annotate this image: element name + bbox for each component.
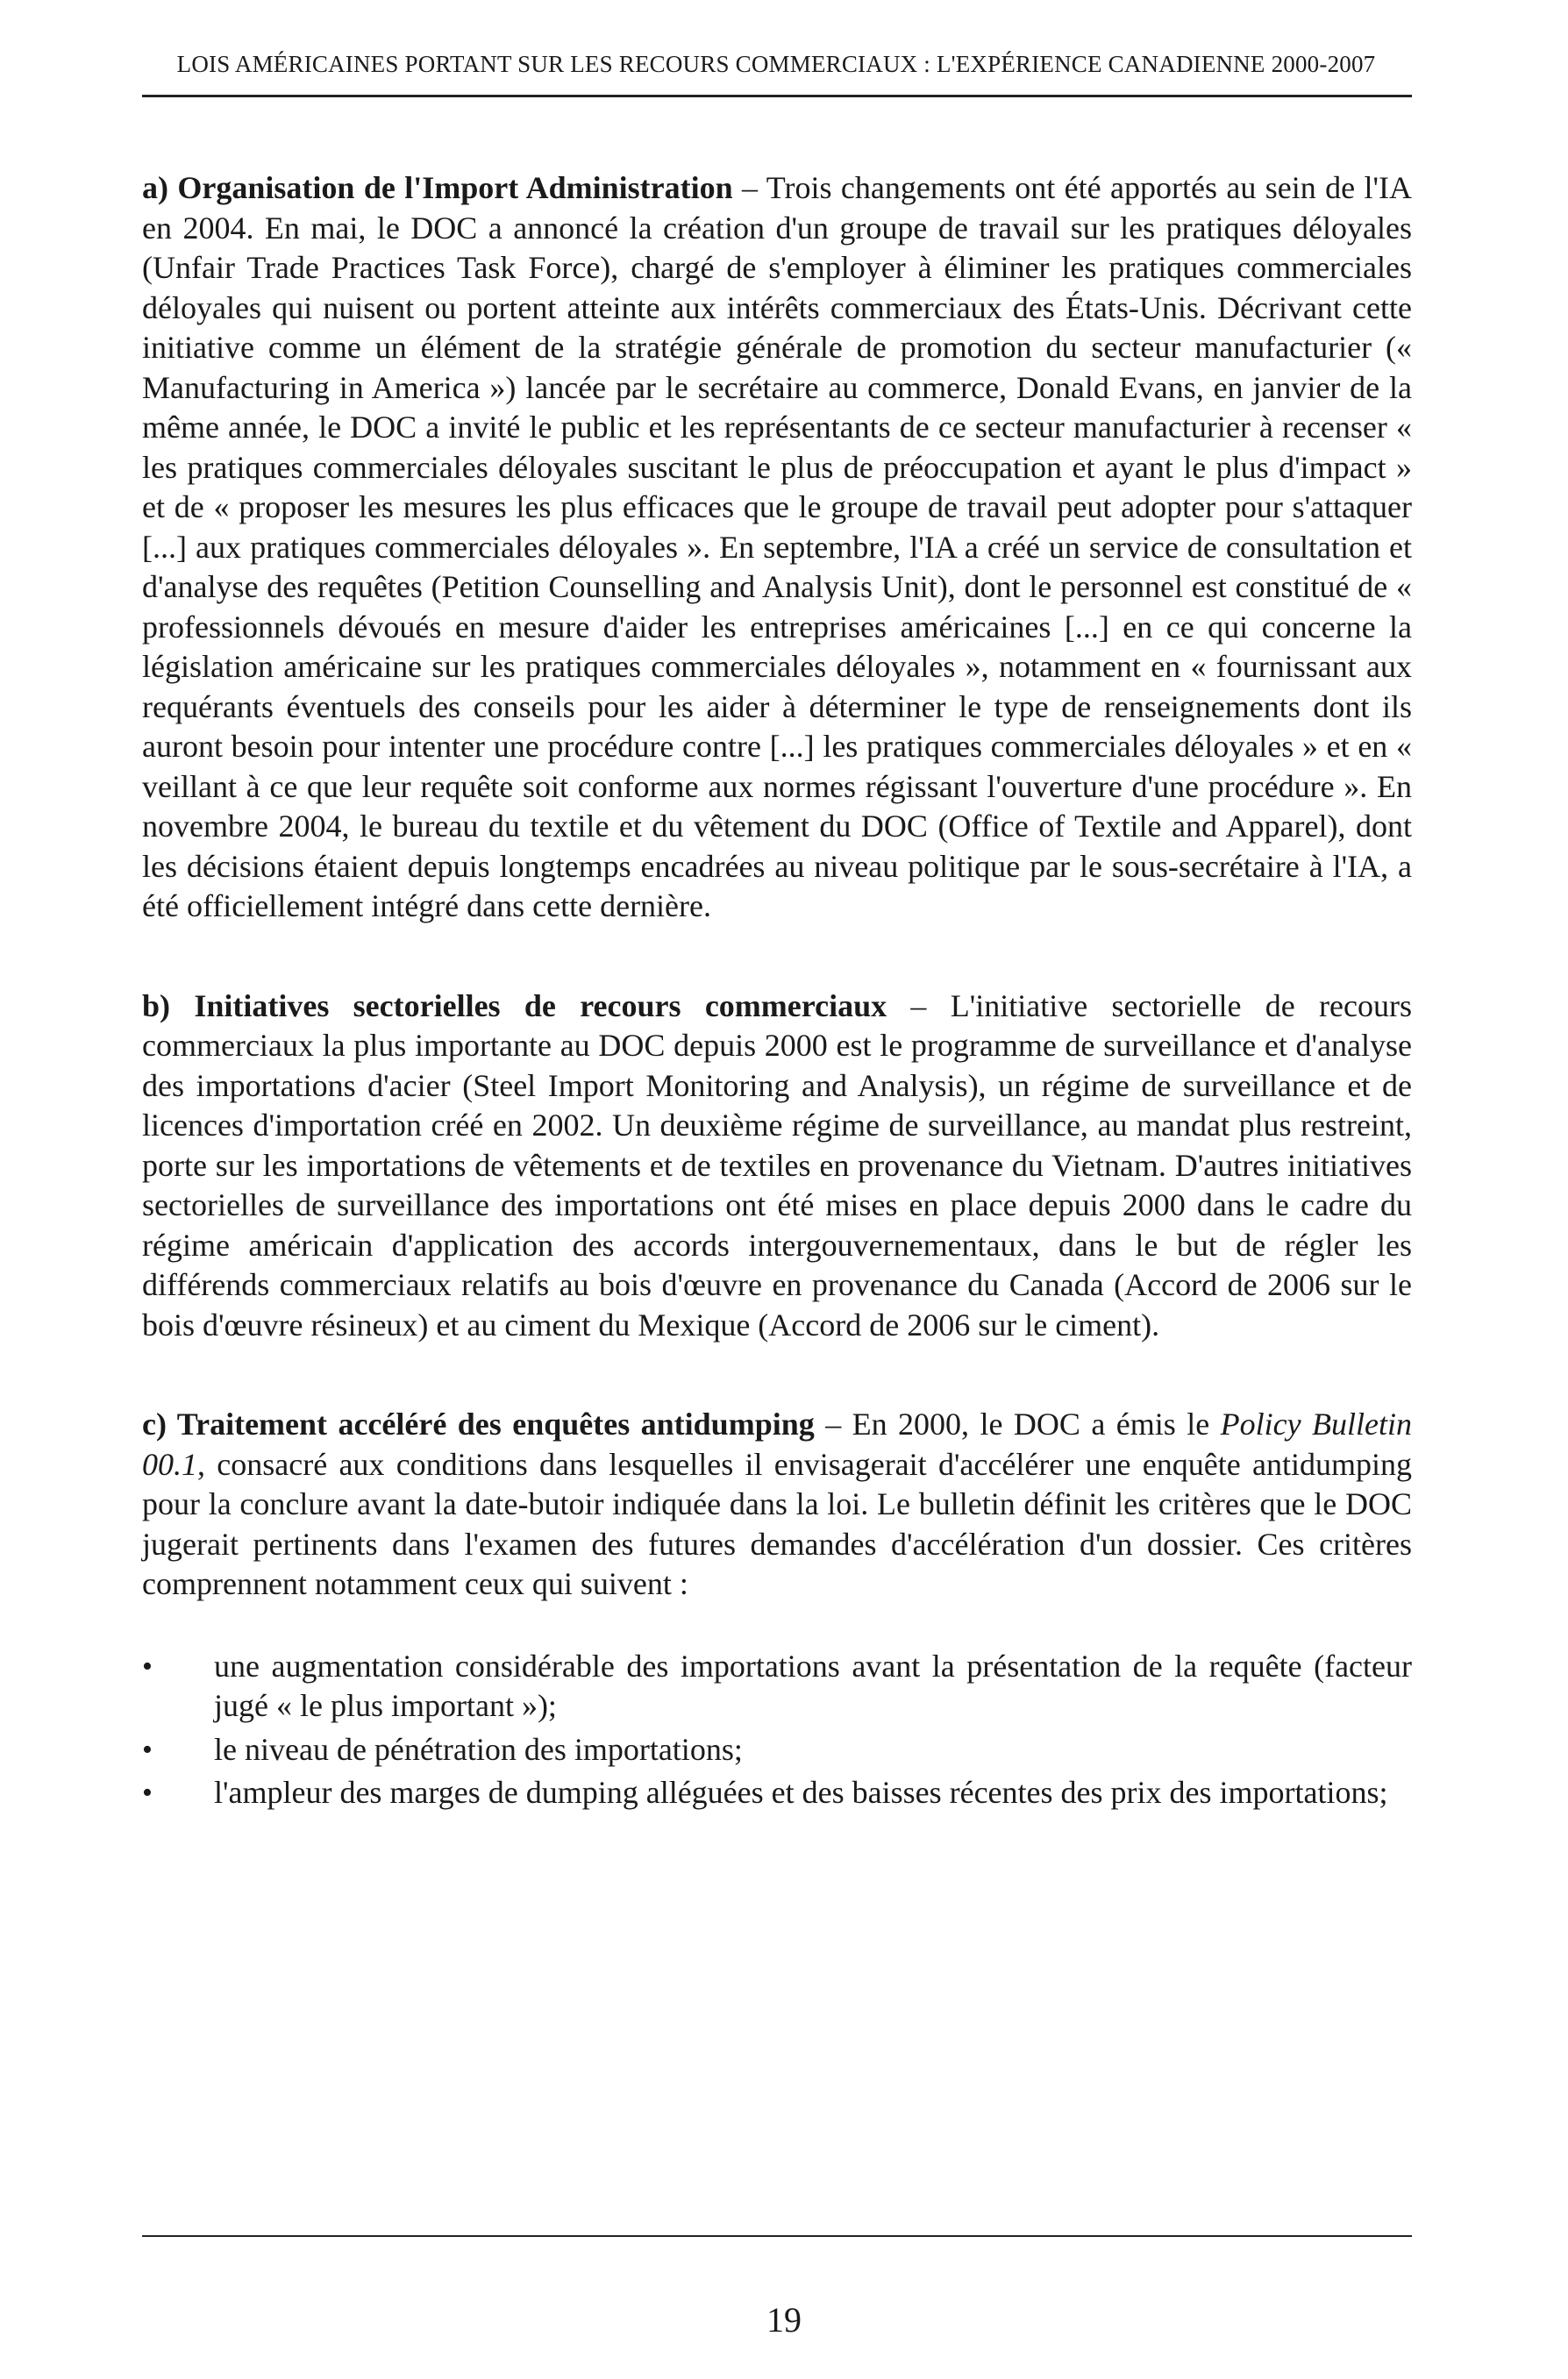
criteria-list: [142, 1647, 1412, 1813]
page-body: [142, 168, 1412, 1817]
running-header: LOIS AMÉRICAINES PORTANT SUR LES RECOURS COMMERCIAUX : L'EXPÉRIENCE CANADIENNE 2000-2007: [176, 51, 1376, 77]
header-divider: [142, 95, 1412, 97]
section-a-heading: a) Organisation de l'Import Administration: [142, 170, 733, 205]
bullet-icon: •: [142, 1733, 153, 1766]
list-item-text: une augmentation considérable des importations avant la présentation de la requête (facteur jugé « le plus important »);: [214, 1648, 1412, 1723]
list-item: [142, 1647, 1412, 1727]
policy-bulletin-title: Policy Bulletin 00.1: [142, 1407, 1412, 1482]
section-a-text: – Trois changements ont été apportés au sein de l'IA en 2004. En mai, le DOC a annoncé la création d'un groupe de travail sur les pratiques déloyales (Unfair Trade Practices Task Force), chargé de s'employer à éliminer les pratiques commerciales déloyales qui nuisent ou portent atteinte aux intérêts commerciaux des États-Unis. Décrivant cette initiative comme un élément de la stratégie générale de promotion du secteur manufacturier (« Manufacturing in America ») lancée par le secrétaire au commerce, Donald Evans, en janvier de la même année, le DOC a invité le public et les représentants de ce secteur manufacturier à recenser « les pratiques commerciales déloyales suscitant le plus de préoccupation et ayant le plus d'impact » et de « proposer les mesures les plus efficaces que le groupe de travail peut adopter pour s'attaquer [...] aux pratiques commerciales déloyales ». En septembre, l'IA a créé un service de consultation et d'analyse des requêtes (Petition Counselling and Analysis Unit), dont le personnel est constitué de « professionnels dévoués en mesure d'aider les entreprises américaines [...] en ce qui concerne la législation américaine sur les pratiques commerciales déloyales », notamment en « fournissant aux requérants éventuels des conseils pour les aider à déterminer le type de renseignements dont ils auront besoin pour intenter une procédure contre [...] les pratiques commerciales déloyales » et en « veillant à ce que leur requête soit conforme aux normes régissant l'ouverture d'une procédure ». En novembre 2004, le bureau du textile et du vêtement du DOC (Office of Textile and Apparel), dont les décisions étaient depuis longtemps encadrées au niveau politique par le sous-secrétaire à l'IA, a été officiellement intégré dans cette dernière.: [142, 170, 1413, 923]
list-item-text: l'ampleur des marges de dumping alléguées et des baisses récentes des prix des importations;: [214, 1775, 1388, 1810]
page-number: 19: [766, 2300, 802, 2340]
list-item-text: le niveau de pénétration des importations;: [214, 1731, 743, 1767]
section-b-heading: b) Initiatives sectorielles de recours commerciaux: [142, 987, 887, 1023]
list-item: [142, 1730, 1412, 1770]
section-c-text-after: , consacré aux conditions dans lesquelles il envisagerait d'accélérer une enquête antidumping pour la conclure avant la date-butoir indiquée dans la loi. Le bulletin définit les critères que le DOC jugerait pertinents dans l'examen des futures demandes d'accélération d'un dossier. Ces critères comprennent notamment ceux qui suivent :: [142, 1446, 1412, 1601]
section-b-text: – L'initiative sectorielle de recours commerciaux la plus importante au DOC depuis 2000 est le programme de surveillance et d'analyse des importations d'acier (Steel Import Monitoring and Analysis), un régime de surveillance et de licences d'importation créé en 2002. Un deuxième régime de surveillance, au mandat plus restreint, porte sur les importations de vêtements et de textiles en provenance du Vietnam. D'autres initiatives sectorielles de surveillance des importations ont été mises en place depuis 2000 dans le cadre du régime américain d'application des accords intergouvernementaux, dans le but de régler les différends commerciaux relatifs au bois d'œuvre en provenance du Canada (Accord de 2006 sur le bois d'œuvre résineux) et au ciment du Mexique (Accord de 2006 sur le ciment).: [142, 987, 1412, 1343]
bullet-icon: •: [142, 1649, 153, 1683]
section-b-paragraph: [142, 987, 1412, 1346]
section-a-paragraph: [142, 168, 1412, 927]
section-c-heading: c) Traitement accéléré des enquêtes antidumping: [142, 1407, 815, 1442]
section-c-text-before: – En 2000, le DOC a émis le: [814, 1407, 1221, 1442]
bullet-icon: •: [142, 1777, 153, 1809]
list-item: [142, 1773, 1412, 1813]
footer-divider: [142, 2235, 1412, 2237]
section-c-paragraph: [142, 1405, 1412, 1605]
